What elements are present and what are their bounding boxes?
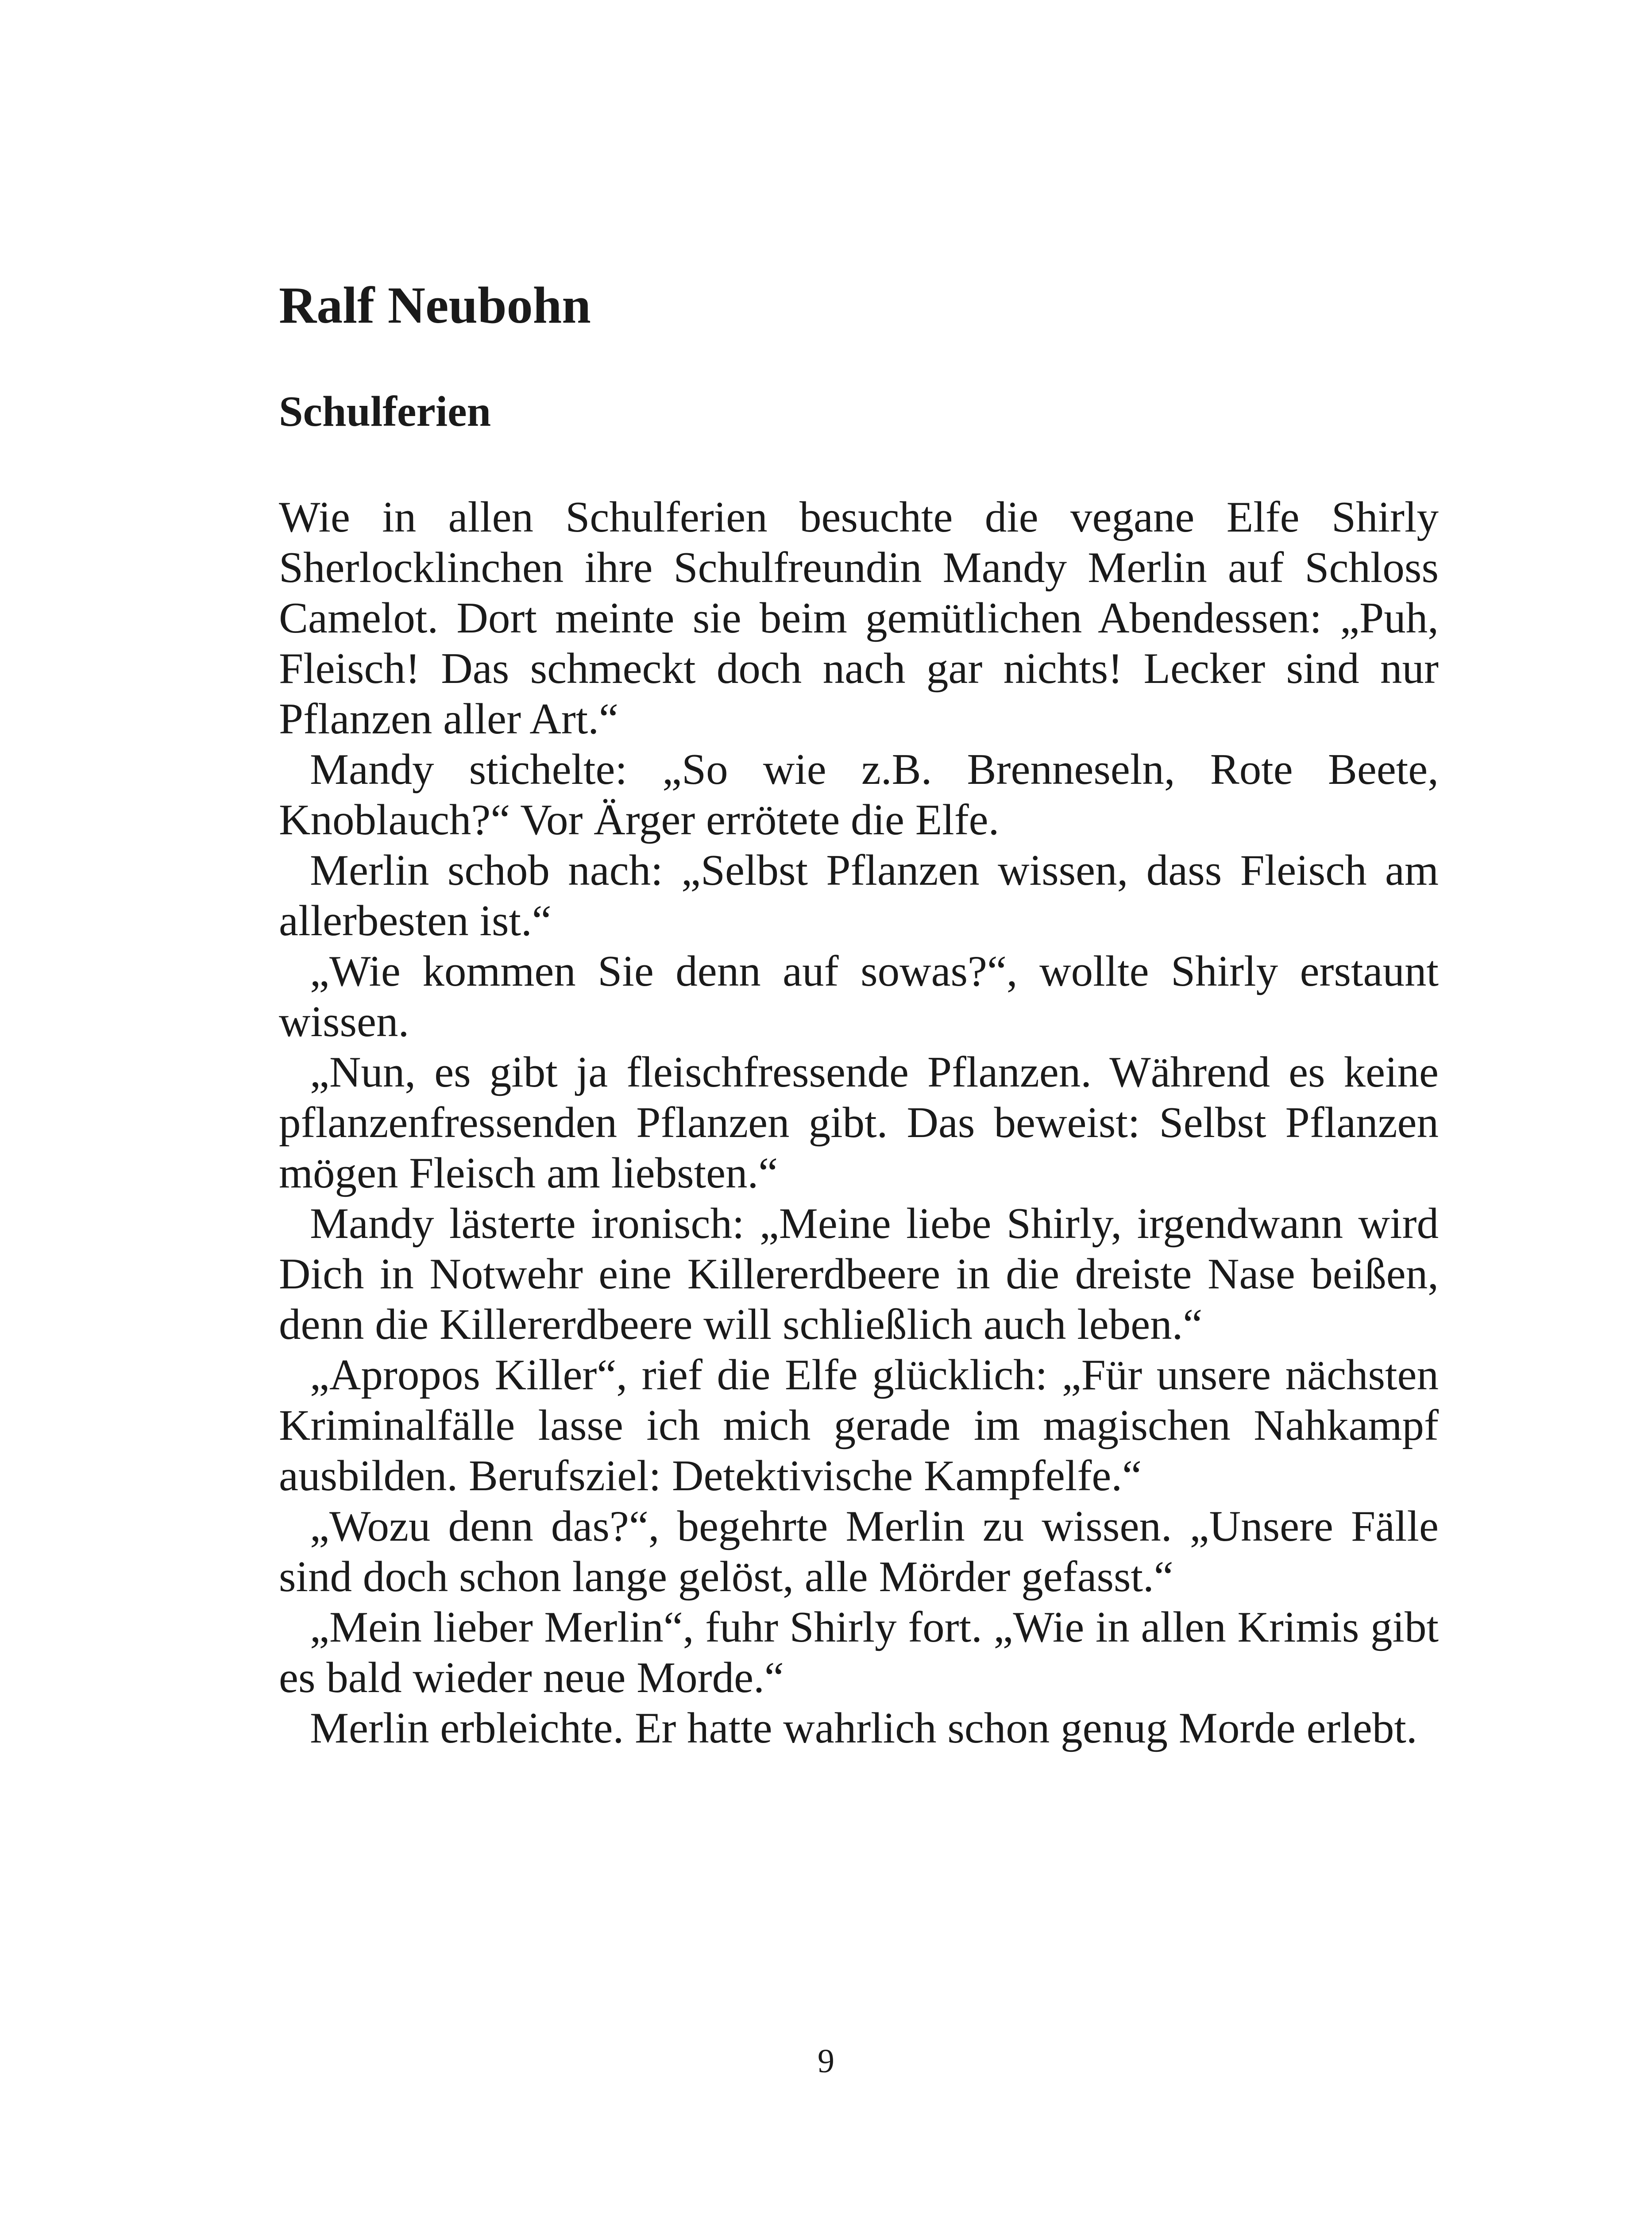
paragraph: „Wozu denn das?“, begehrte Merlin zu wissen. „Unsere Fälle sind doch schon lange gelöst, alle Mörder gefasst.“ — [279, 1502, 1439, 1601]
paragraph: Wie in allen Schulferien besuchte die vegane Elfe Shirly Sherlocklinchen ihre Schulfreundin Mandy Merlin auf Schloss Camelot. Dort meinte sie beim gemütlichen Abendessen: „Puh, Fleisch! Das schmeckt doch nach gar nichts! Lecker sind nur Pflanzen aller Art.“ — [279, 493, 1439, 743]
story-body — [279, 492, 1439, 1754]
paragraph: „Apropos Killer“, rief die Elfe glücklich: „Für unsere nächsten Kriminalfälle lasse ich mich gerade im magischen Nahkampf ausbilden. Berufsziel: Detektivische Kampfelfe.“ — [279, 1351, 1439, 1500]
author-name: Ralf Neubohn — [279, 276, 591, 334]
paragraph: „Mein lieber Merlin“, fuhr Shirly fort. „Wie in allen Krimis gibt es bald wieder neue Morde.“ — [279, 1603, 1439, 1702]
paragraph: Merlin schob nach: „Selbst Pflanzen wissen, dass Fleisch am allerbesten ist.“ — [279, 846, 1439, 945]
paragraph: „Wie kommen Sie denn auf sowas?“, wollte Shirly erstaunt wissen. — [279, 947, 1439, 1046]
page-number: 9 — [818, 2043, 834, 2080]
story-title: Schulferien — [279, 388, 491, 436]
paragraph: Merlin erbleichte. Er hatte wahrlich schon genug Morde erlebt. — [310, 1704, 1417, 1752]
paragraph: Mandy stichelte: „So wie z.B. Brenneseln, Rote Beete, Knoblauch?“ Vor Ärger errötete die Elfe. — [279, 745, 1439, 844]
paragraph: „Nun, es gibt ja fleischfressende Pflanzen. Während es keine pflanzenfressenden Pflanzen gibt. Das beweist: Selbst Pflanzen mögen Fleisch am liebsten.“ — [279, 1048, 1439, 1197]
paragraph: Mandy lästerte ironisch: „Meine liebe Shirly, irgendwann wird Dich in Notwehr eine Killererdbeere in die dreiste Nase beißen, denn die Killererdbeere will schließlich auch leben.“ — [279, 1199, 1439, 1349]
